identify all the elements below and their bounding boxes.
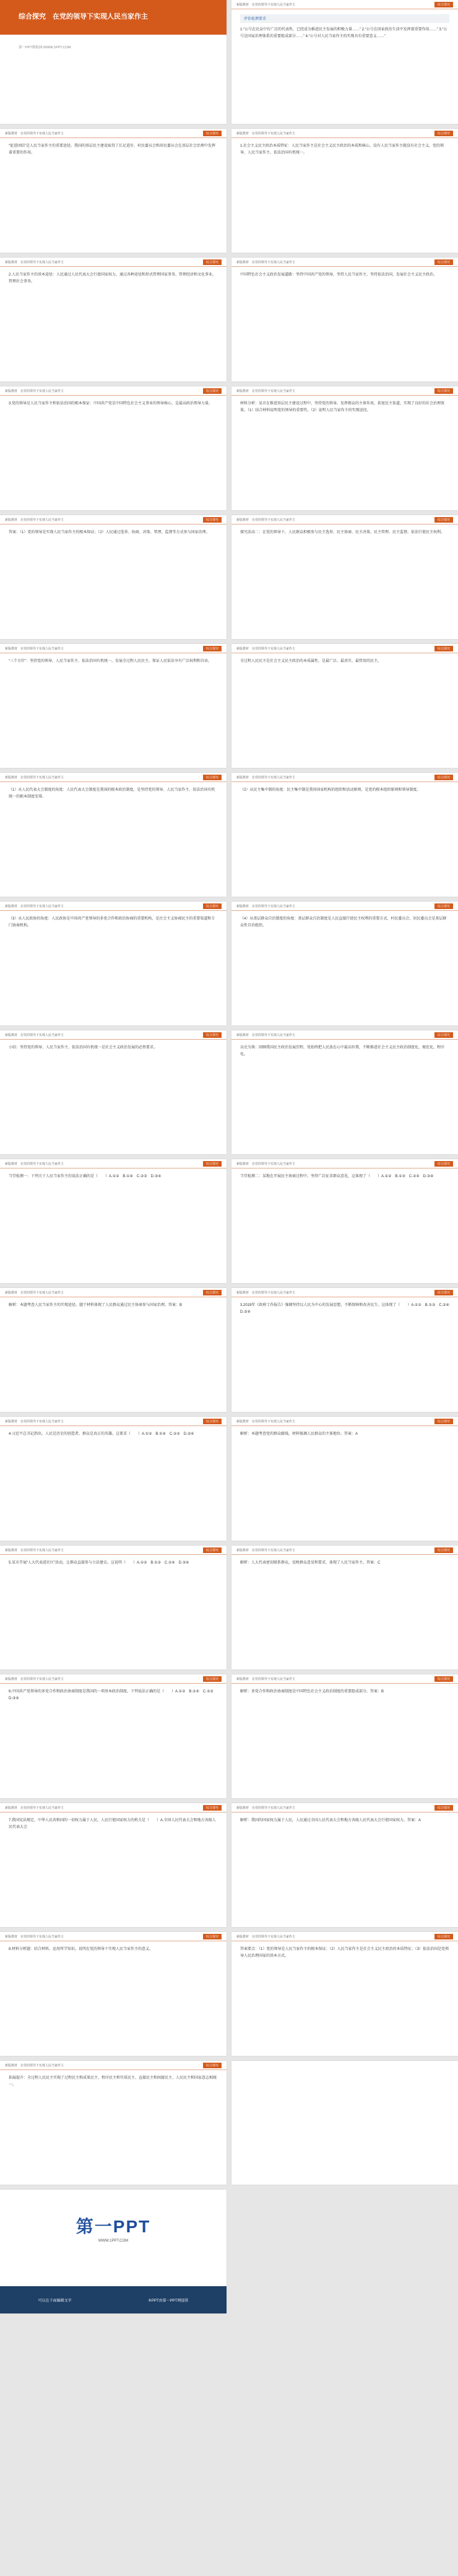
slide-title: 综合探究 在党的领导下实现人民当家作主: [19, 13, 148, 20]
slide-text: 7.我国宪法规定，中华人民共和国的一切权力属于人民。人民行使国家权力的机关是（ ）A.全国人民代表大会和地方各级人民代表大会: [9, 1819, 216, 1829]
slide-body: [0, 1812, 227, 1834]
slide-text: 2.人民当家作主的基本途径：人民通过人民代表大会行使国家权力，通过各种途径和形式管理国家事务，管理经济和文化事业，管理社会事务。: [9, 273, 217, 284]
header-text: 新版教材 在党的领导下实现人民当家作主: [236, 1677, 296, 1681]
slide-header: [0, 1932, 227, 1941]
header-text: 新版教材 在党的领导下实现人民当家作主: [236, 131, 296, 136]
slide-text: 1.社会主义民主政治本质特征：人民当家作主是社会主义民主政治的本质和核心，没有人民当家作主就没有社会主义。党的领导、人民当家作主、依法治国有机统一。: [240, 144, 444, 155]
section-heading: 评估检测要求: [240, 14, 449, 23]
slide-header: [231, 0, 458, 9]
header-text: 新版教材 在党的领导下实现人民当家作主: [236, 2, 296, 7]
header-text: 新版教材 在党的领导下实现人民当家作主: [236, 1033, 296, 1037]
slide-text: 3.党的领导是人民当家作主和依法治国的根本保证：中国共产党是中国特色社会主义事业的领导核心，是最高政治领导力量。: [9, 402, 213, 406]
header-tag: 综合探究: [434, 1805, 453, 1811]
slide-header: [0, 515, 227, 524]
slide-34: [231, 2061, 458, 2185]
header-text: 新版教材 在党的领导下实现人民当家作主: [5, 260, 64, 264]
slide-body: [231, 524, 458, 540]
slide-body: [0, 396, 227, 411]
slide-5: [0, 258, 227, 381]
slide-header: [231, 1932, 458, 1941]
header-text: 新版教材 在党的领导下实现人民当家作主: [5, 1033, 64, 1037]
header-text: 新版教材 在党的领导下实现人民当家作主: [5, 904, 64, 908]
slide-text: （4）从基层群众自治制度的角度：基层群众自治制度是人民直接行使民主权利的重要方式，村民委员会、居民委员会是基层群众性自治组织。: [240, 917, 447, 928]
slide-text: 拓展提升：全过程人民民主实现了过程民主和成果民主、程序民主和实质民主、直接民主和间接民主、人民民主和国家意志相统一。: [9, 2076, 217, 2087]
header-text: 新版教材 在党的领导下实现人民当家作主: [5, 2063, 64, 2068]
header-text: 新版教材 在党的领导下实现人民当家作主: [236, 1934, 296, 1939]
slide-body: [0, 1555, 227, 1570]
slide-header: [231, 644, 458, 653]
slide-header: [231, 902, 458, 911]
slide-text: （2）从民主集中制的角度：民主集中制是我国国家机构的组织和活动原则，是党的根本组织原则和领导制度。: [240, 788, 421, 792]
slide-text: 小结：坚持党的领导、人民当家作主、依法治国有机统一是社会主义政治发展的必然要求。: [9, 1046, 158, 1050]
slide-19: [0, 1159, 227, 1283]
header-text: 新版教材 在党的领导下实现人民当家作主: [5, 1162, 64, 1166]
slide-text: 当堂检测二：某地在开展民主协商过程中，坚持广泛征求群众意见，这体现了（ ）A.①② B.①③ C.②④ D.③④: [240, 1175, 434, 1178]
slide-text: “促进团结”是人民当家作主的重要途径。我国的基层民主建设取得了长足进步，村民委员会和居民委员会在基层社会治理中发挥着重要的作用。: [9, 144, 215, 155]
slide-21: [0, 1288, 227, 1412]
header-text: 新版教材 在党的领导下实现人民当家作主: [236, 775, 296, 780]
slide-body: [0, 782, 227, 804]
slide-text: 6.中国共产党领导的多党合作和政治协商制度是我国的一项基本政治制度。下列说法正确的是（ ）A.①② B.①④ C.②③ D.③④: [9, 1690, 217, 1700]
brand-logo: [76, 2213, 150, 2243]
slide-text: （1）从人民代表大会制度的角度：人民代表大会制度是我国的根本政治制度，是坚持党的领导、人民当家作主、依法治国有机统一的根本制度安排。: [9, 788, 215, 799]
slide-31: [0, 1932, 227, 2056]
header-tag: 综合探究: [203, 517, 222, 523]
slide-text: 当堂检测一：下列关于人民当家作主的说法正确的是（ ）A.①② B.①④ C.②③ D.③④: [9, 1175, 162, 1178]
slide-7: [0, 386, 227, 510]
slide-24: [231, 1417, 458, 1541]
logo-url: WWW.1PPT.COM: [98, 2239, 129, 2243]
slide-body: [231, 396, 458, 417]
slide-body: [231, 653, 458, 669]
header-tag: 综合探究: [203, 1419, 222, 1424]
slide-text: 5.某市开展“人大代表进社区”活动，让群众直接参与立法建议。这说明（ ）A.①② B.①③ C.②④ D.③④: [9, 1561, 189, 1565]
slide-8: [231, 386, 458, 510]
slide-text: 以史为鉴：回顾我国民主政治发展历程，党始终把人民放在心中最高位置，不断推进社会主义民主政治制度化、规范化、程序化。: [240, 1046, 445, 1056]
header-text: 新版教材 在党的领导下实现人民当家作主: [5, 1806, 64, 1810]
slide-28: [231, 1674, 458, 1798]
header-tag: 综合探究: [434, 1676, 453, 1682]
slide-35: [0, 2190, 227, 2313]
slide-body: [0, 1941, 227, 1957]
header-text: 新版教材 在党的领导下实现人民当家作主: [236, 1290, 296, 1295]
slide-text: 解析：人大代表密切联系群众，反映群众意见和要求，体现了人民当家作主。答案：C: [240, 1561, 381, 1565]
end-footer: [0, 2286, 227, 2313]
slide-body: [0, 911, 227, 933]
slide-header: [0, 386, 227, 396]
slide-22: [231, 1288, 458, 1412]
header-tag: 综合探究: [203, 1547, 222, 1553]
slide-body: [231, 1426, 458, 1442]
slide-text: 解析：多党合作和政治协商制度是中国特色社会主义政治制度的重要组成部分。答案：B: [240, 1690, 384, 1694]
header-tag: 综合探究: [203, 259, 222, 265]
slide-23: [0, 1417, 227, 1541]
slide-text: 1.“公号在民众中有广泛的代表性，已经成为推进民主发展的积极力量……” 2.“公号在国家政治生活中发挥着重要作用……” 3.“公号是国家治理体系的重要组成部分……” 4.“公号对人民当家作主的实现具有重要意义……”: [240, 28, 447, 38]
slide-header: [0, 1803, 227, 1812]
slide-text: 答案：（1）党的领导是实现人民当家作主的根本保证；（2）人民通过选举、协商、决策、管理、监督等方式参与国家治理。: [9, 531, 210, 534]
slide-32: [231, 1932, 458, 2056]
slide-body: [231, 911, 458, 933]
header-text: 新版教材 在党的领导下实现人民当家作主: [236, 1548, 296, 1552]
header-text: 新版教材 在党的领导下实现人民当家作主: [5, 518, 64, 522]
header-tag: 综合探究: [203, 388, 222, 394]
slide-body: [231, 1297, 458, 1319]
slide-4: [231, 129, 458, 253]
slide-body: [231, 267, 458, 282]
header-tag: 综合探究: [434, 1032, 453, 1038]
slide-body: [231, 1684, 458, 1699]
slide-text: 探究活动二：在党的领导下，人民群众积极参与民主选举、民主协商、民主决策、民主管理、民主监督，依法行使民主权利。: [240, 531, 445, 534]
slide-header: [231, 1546, 458, 1555]
slide-header: [231, 1159, 458, 1168]
header-tag: 综合探究: [434, 1290, 453, 1295]
slide-text: “三个方针”：坚持党的领导、人民当家作主、依法治国有机统一。发展全过程人民民主，保证人民依法享有广泛权利和自由。: [9, 659, 212, 663]
slide-body: [0, 267, 227, 289]
header-tag: 综合探究: [434, 1419, 453, 1424]
header-text: 新版教材 在党的领导下实现人民当家作主: [5, 1677, 64, 1681]
header-tag: 综合探究: [203, 646, 222, 651]
slide-body: [0, 2070, 227, 2092]
slide-text: 答案要点：（1）党的领导是人民当家作主的根本保证；（2）人民当家作主是社会主义民主政治的本质特征；（3）依法治国是党领导人民治理国家的基本方式。: [240, 1947, 449, 1958]
header-tag: 综合探究: [434, 259, 453, 265]
slide-text: 8.材料分析题：结合材料，运用所学知识，说明在党的领导下实现人民当家作主的意义。: [9, 1947, 153, 1951]
header-tag: 综合探究: [434, 775, 453, 780]
slide-header: [0, 902, 227, 911]
header-tag: 综合探究: [434, 2, 453, 7]
slide-header: [0, 1288, 227, 1297]
slide-text: 材料分析：某市在推进基层民主建设过程中，坚持党的领导，发挥群众的主体作用，拓宽民主渠道，实现了良好的社会治理效果。（1）结合材料说明党的领导的重要性。（2）说明人民当家作主的实现途径。: [240, 402, 445, 412]
slide-header: [231, 129, 458, 138]
header-text: 新版教材 在党的领导下实现人民当家作主: [236, 518, 296, 522]
header-text: 新版教材 在党的领导下实现人民当家作主: [236, 1806, 296, 1810]
slide-33: [0, 2061, 227, 2185]
slide-body: [231, 1168, 458, 1184]
slide-body: [0, 1168, 227, 1184]
header-tag: 综合探究: [203, 1676, 222, 1682]
slide-body: [231, 1555, 458, 1570]
slide-header: [231, 1803, 458, 1812]
footer-text: 本PPT由第一PPT网提供: [147, 2299, 189, 2303]
slide-body: [231, 138, 458, 160]
header-text: 新版教材 在党的领导下实现人民当家作主: [5, 1419, 64, 1424]
slide-text: 4.习近平总书记指出，人民是历史的创造者，群众是真正的英雄。这要求（ ）A.①② B.①④ C.②③ D.③④: [9, 1432, 194, 1436]
slide-body: [231, 1941, 458, 1963]
slide-15: [0, 902, 227, 1025]
logo-text: 第一PPT: [76, 2217, 151, 2236]
slide-header: [0, 258, 227, 267]
slide-body: [0, 653, 227, 669]
slide-body: [231, 1040, 458, 1061]
slide-text: 3.2019年《政府工作报告》强调坚持以人民为中心的发展思想，不断保障和改善民生。这体现了（ ）A.①② B.①③ C.②④ D.③④: [240, 1303, 453, 1314]
slide-29: [0, 1803, 227, 1927]
slide-header: [231, 1417, 458, 1426]
header-tag: 综合探究: [203, 1161, 222, 1167]
slide-header: [231, 1674, 458, 1684]
header-tag: 综合探究: [203, 775, 222, 780]
slide-27: [0, 1674, 227, 1798]
header-text: 新版教材 在党的领导下实现人民当家作主: [5, 1934, 64, 1939]
header-tag: 综合探究: [203, 2063, 222, 2068]
header-text: 新版教材 在党的领导下实现人民当家作主: [236, 646, 296, 651]
slide-10: [231, 515, 458, 639]
header-tag: 综合探究: [434, 388, 453, 394]
header-tag: 综合探究: [203, 131, 222, 136]
header-text: 新版教材 在党的领导下实现人民当家作主: [5, 646, 64, 651]
slide-header: [0, 1159, 227, 1168]
header-text: 新版教材 在党的领导下实现人民当家作主: [236, 1419, 296, 1424]
header-tag: 综合探究: [203, 903, 222, 909]
header-text: 新版教材 在党的领导下实现人民当家作主: [236, 1162, 296, 1166]
slide-header: [231, 386, 458, 396]
header-tag: 综合探究: [203, 1290, 222, 1295]
slide-25: [0, 1546, 227, 1669]
slide-header: [231, 1030, 458, 1040]
slide-body: [231, 1812, 458, 1828]
slide-header: [0, 644, 227, 653]
slide-text: 中国特色社会主义政治发展道路：坚持中国共产党的领导，坚持人民当家作主，坚持依法治国，发展社会主义民主政治。: [240, 273, 438, 277]
slide-3: [0, 129, 227, 253]
header-text: 新版教材 在党的领导下实现人民当家作主: [236, 389, 296, 393]
header-text: 新版教材 在党的领导下实现人民当家作主: [5, 389, 64, 393]
slide-header: [0, 1674, 227, 1684]
slide-30: [231, 1803, 458, 1927]
slide-text: 全过程人民民主是社会主义民主政治的本质属性，是最广泛、最真实、最管用的民主。: [240, 659, 382, 663]
header-tag: 综合探究: [434, 517, 453, 523]
slide-body: [0, 524, 227, 540]
slide-13: [0, 773, 227, 897]
slide-18: [231, 1030, 458, 1154]
slide-header: [0, 773, 227, 782]
header-text: 新版教材 在党的领导下实现人民当家作主: [5, 1290, 64, 1295]
slide-header: [0, 1546, 227, 1555]
slide-20: [231, 1159, 458, 1283]
slide-9: [0, 515, 227, 639]
slide-body: [0, 1684, 227, 1705]
slide-header: [0, 1417, 227, 1426]
slide-text: 解析：我国的国家权力属于人民，人民通过全国人民代表大会和地方各级人民代表大会行使国家权力。答案：A: [240, 1819, 421, 1822]
slide-header: [231, 773, 458, 782]
slide-2: [231, 0, 458, 124]
slide-body: [0, 1040, 227, 1055]
header-text: 新版教材 在党的领导下实现人民当家作主: [236, 904, 296, 908]
header-tag: 综合探究: [434, 646, 453, 651]
header-tag: 综合探究: [203, 1934, 222, 1939]
slide-header: [0, 129, 227, 138]
header-tag: 综合探究: [434, 903, 453, 909]
slide-header: [231, 258, 458, 267]
slide-subtitle: 第一PPT模板网-WWW.1PPT.COM: [19, 46, 71, 50]
slide-header: [231, 1288, 458, 1297]
slide-text: 解析：本题考查人民当家作主的实现途径。题干材料体现了人民群众通过民主协商参与国家治理。答案：B: [9, 1303, 183, 1307]
slide-17: [0, 1030, 227, 1154]
slide-body: [231, 782, 458, 798]
header-tag: 综合探究: [203, 1032, 222, 1038]
slide-12: [231, 644, 458, 768]
slide-14: [231, 773, 458, 897]
header-tag: 综合探究: [434, 1161, 453, 1167]
slide-text: （3）从人民政协的角度：人民政协是中国共产党领导的多党合作和政治协商的重要机构，是社会主义协商民主的重要渠道和专门协商机构。: [9, 917, 215, 928]
slide-body: [231, 9, 458, 43]
header-text: 新版教材 在党的领导下实现人民当家作主: [5, 775, 64, 780]
header-text: 新版教材 在党的领导下实现人民当家作主: [236, 260, 296, 264]
footer-text: 可以在下面编辑文字: [38, 2299, 72, 2303]
slide-6: [231, 258, 458, 381]
slide-text: 解析：本题考查党的群众路线。材料强调人民群众的主体地位。答案：A: [240, 1432, 358, 1436]
header-text: 新版教材 在党的领导下实现人民当家作主: [5, 1548, 64, 1552]
slide-1: [0, 0, 227, 124]
header-text: 新版教材 在党的领导下实现人民当家作主: [5, 131, 64, 136]
slide-16: [231, 902, 458, 1025]
slide-header: [0, 1030, 227, 1040]
slide-11: [0, 644, 227, 768]
slide-body: [0, 138, 227, 160]
slide-header: [0, 2061, 227, 2070]
slide-body: [0, 1426, 227, 1442]
header-tag: 综合探究: [434, 1547, 453, 1553]
header-tag: 综合探究: [434, 1934, 453, 1939]
header-tag: 综合探究: [203, 1805, 222, 1811]
slide-body: [0, 1297, 227, 1313]
slide-26: [231, 1546, 458, 1669]
slide-header: [231, 515, 458, 524]
header-tag: 综合探究: [434, 131, 453, 136]
